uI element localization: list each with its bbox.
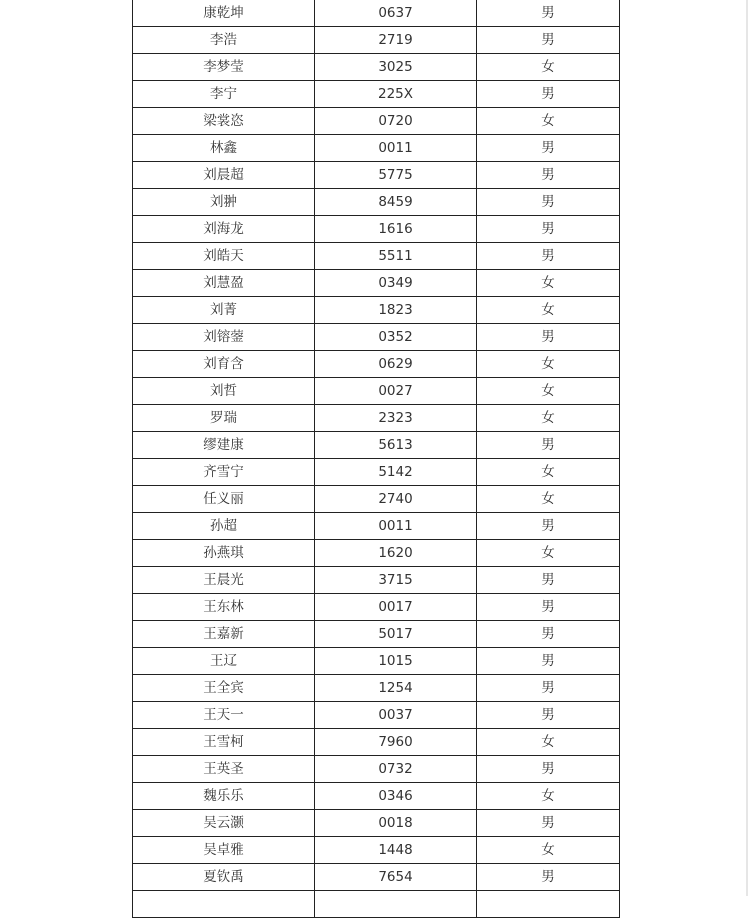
table-row [133, 432, 620, 459]
gender-cell: 男 [477, 567, 620, 594]
table-row [133, 459, 620, 486]
gender-cell: 男 [477, 864, 620, 891]
table-row [133, 540, 620, 567]
gender-cell: 男 [477, 162, 620, 189]
gender-cell: 男 [477, 27, 620, 54]
student-name-cell: 罗瑞 [133, 405, 315, 432]
table-row [133, 54, 620, 81]
table-row [133, 135, 620, 162]
gender-cell: 男 [477, 513, 620, 540]
table-row [133, 27, 620, 54]
table-row [133, 513, 620, 540]
table-row [133, 486, 620, 513]
student-name-cell: 王天一 [133, 702, 315, 729]
gender-cell: 男 [477, 324, 620, 351]
id-suffix-cell: 0017 [315, 594, 477, 621]
id-suffix-cell: 1015 [315, 648, 477, 675]
id-suffix-cell: 2740 [315, 486, 477, 513]
table-row [133, 783, 620, 810]
table-row [133, 216, 620, 243]
gender-cell: 女 [477, 54, 620, 81]
gender-cell: 男 [477, 675, 620, 702]
gender-cell: 男 [477, 216, 620, 243]
id-suffix-cell: 1620 [315, 540, 477, 567]
student-name-cell: 吴卓雅 [133, 837, 315, 864]
gender-cell [477, 891, 620, 918]
student-name-cell: 王晨光 [133, 567, 315, 594]
id-suffix-cell: 2719 [315, 27, 477, 54]
id-suffix-cell: 7960 [315, 729, 477, 756]
table-row [133, 0, 620, 27]
gender-cell: 男 [477, 243, 620, 270]
student-name-cell: 李浩 [133, 27, 315, 54]
id-suffix-cell: 5017 [315, 621, 477, 648]
gender-cell: 男 [477, 189, 620, 216]
student-name-cell: 任义丽 [133, 486, 315, 513]
table-row [133, 297, 620, 324]
student-name-cell: 刘菁 [133, 297, 315, 324]
id-suffix-cell: 5775 [315, 162, 477, 189]
gender-cell: 女 [477, 459, 620, 486]
id-suffix-cell: 1448 [315, 837, 477, 864]
student-name-cell: 孙燕琪 [133, 540, 315, 567]
student-name-cell: 吴云灏 [133, 810, 315, 837]
gender-cell: 女 [477, 837, 620, 864]
table-row [133, 162, 620, 189]
id-suffix-cell: 8459 [315, 189, 477, 216]
gender-cell: 女 [477, 351, 620, 378]
roster-table-body [133, 0, 620, 918]
student-name-cell [133, 891, 315, 918]
table-row [133, 891, 620, 918]
id-suffix-cell: 0037 [315, 702, 477, 729]
table-row [133, 756, 620, 783]
student-name-cell: 齐雪宁 [133, 459, 315, 486]
student-name-cell: 夏钦禹 [133, 864, 315, 891]
id-suffix-cell: 0720 [315, 108, 477, 135]
student-name-cell: 康乾坤 [133, 0, 315, 27]
student-name-cell: 王东林 [133, 594, 315, 621]
id-suffix-cell: 0352 [315, 324, 477, 351]
id-suffix-cell: 3715 [315, 567, 477, 594]
table-row [133, 324, 620, 351]
gender-cell: 女 [477, 378, 620, 405]
id-suffix-cell: 3025 [315, 54, 477, 81]
gender-cell: 男 [477, 621, 620, 648]
id-suffix-cell: 2323 [315, 405, 477, 432]
student-name-cell: 梁裳恣 [133, 108, 315, 135]
roster-table [132, 0, 620, 918]
table-row [133, 621, 620, 648]
student-name-cell: 孙超 [133, 513, 315, 540]
student-name-cell: 魏乐乐 [133, 783, 315, 810]
table-row [133, 378, 620, 405]
gender-cell: 女 [477, 540, 620, 567]
table-row [133, 702, 620, 729]
id-suffix-cell: 7654 [315, 864, 477, 891]
id-suffix-cell: 1823 [315, 297, 477, 324]
id-suffix-cell: 0349 [315, 270, 477, 297]
table-row [133, 567, 620, 594]
table-row [133, 675, 620, 702]
id-suffix-cell: 5511 [315, 243, 477, 270]
table-row [133, 108, 620, 135]
id-suffix-cell: 0011 [315, 135, 477, 162]
table-row [133, 243, 620, 270]
id-suffix-cell: 5613 [315, 432, 477, 459]
student-name-cell: 李宁 [133, 81, 315, 108]
id-suffix-cell: 0637 [315, 0, 477, 27]
gender-cell: 男 [477, 432, 620, 459]
table-row [133, 729, 620, 756]
student-name-cell: 王雪柯 [133, 729, 315, 756]
student-name-cell: 王嘉新 [133, 621, 315, 648]
student-name-cell: 刘慧盈 [133, 270, 315, 297]
student-name-cell: 刘翀 [133, 189, 315, 216]
student-name-cell: 王辽 [133, 648, 315, 675]
gender-cell: 女 [477, 108, 620, 135]
student-name-cell: 刘育含 [133, 351, 315, 378]
id-suffix-cell: 0732 [315, 756, 477, 783]
table-row [133, 405, 620, 432]
gender-cell: 女 [477, 270, 620, 297]
id-suffix-cell: 1254 [315, 675, 477, 702]
table-row [133, 270, 620, 297]
table-row [133, 81, 620, 108]
student-name-cell: 王全宾 [133, 675, 315, 702]
gender-cell: 男 [477, 594, 620, 621]
gender-cell: 女 [477, 297, 620, 324]
gender-cell: 女 [477, 783, 620, 810]
gender-cell: 男 [477, 756, 620, 783]
id-suffix-cell: 1616 [315, 216, 477, 243]
student-name-cell: 刘皓天 [133, 243, 315, 270]
gender-cell: 女 [477, 486, 620, 513]
gender-cell: 男 [477, 648, 620, 675]
gender-cell: 男 [477, 702, 620, 729]
id-suffix-cell: 0629 [315, 351, 477, 378]
student-name-cell: 缪建康 [133, 432, 315, 459]
student-name-cell: 刘哲 [133, 378, 315, 405]
gender-cell: 男 [477, 0, 620, 27]
gender-cell: 男 [477, 810, 620, 837]
id-suffix-cell: 0346 [315, 783, 477, 810]
id-suffix-cell: 225X [315, 81, 477, 108]
student-name-cell: 李梦莹 [133, 54, 315, 81]
table-row [133, 648, 620, 675]
table-row [133, 837, 620, 864]
table-row [133, 351, 620, 378]
student-name-cell: 林鑫 [133, 135, 315, 162]
table-row [133, 864, 620, 891]
student-name-cell: 刘晨超 [133, 162, 315, 189]
id-suffix-cell: 0027 [315, 378, 477, 405]
table-row [133, 594, 620, 621]
gender-cell: 女 [477, 729, 620, 756]
gender-cell: 男 [477, 135, 620, 162]
id-suffix-cell [315, 891, 477, 918]
student-name-cell: 刘镕蓥 [133, 324, 315, 351]
id-suffix-cell: 5142 [315, 459, 477, 486]
gender-cell: 女 [477, 405, 620, 432]
gender-cell: 男 [477, 81, 620, 108]
table-row [133, 189, 620, 216]
student-name-cell: 王英圣 [133, 756, 315, 783]
id-suffix-cell: 0018 [315, 810, 477, 837]
student-name-cell: 刘海龙 [133, 216, 315, 243]
id-suffix-cell: 0011 [315, 513, 477, 540]
table-row [133, 810, 620, 837]
